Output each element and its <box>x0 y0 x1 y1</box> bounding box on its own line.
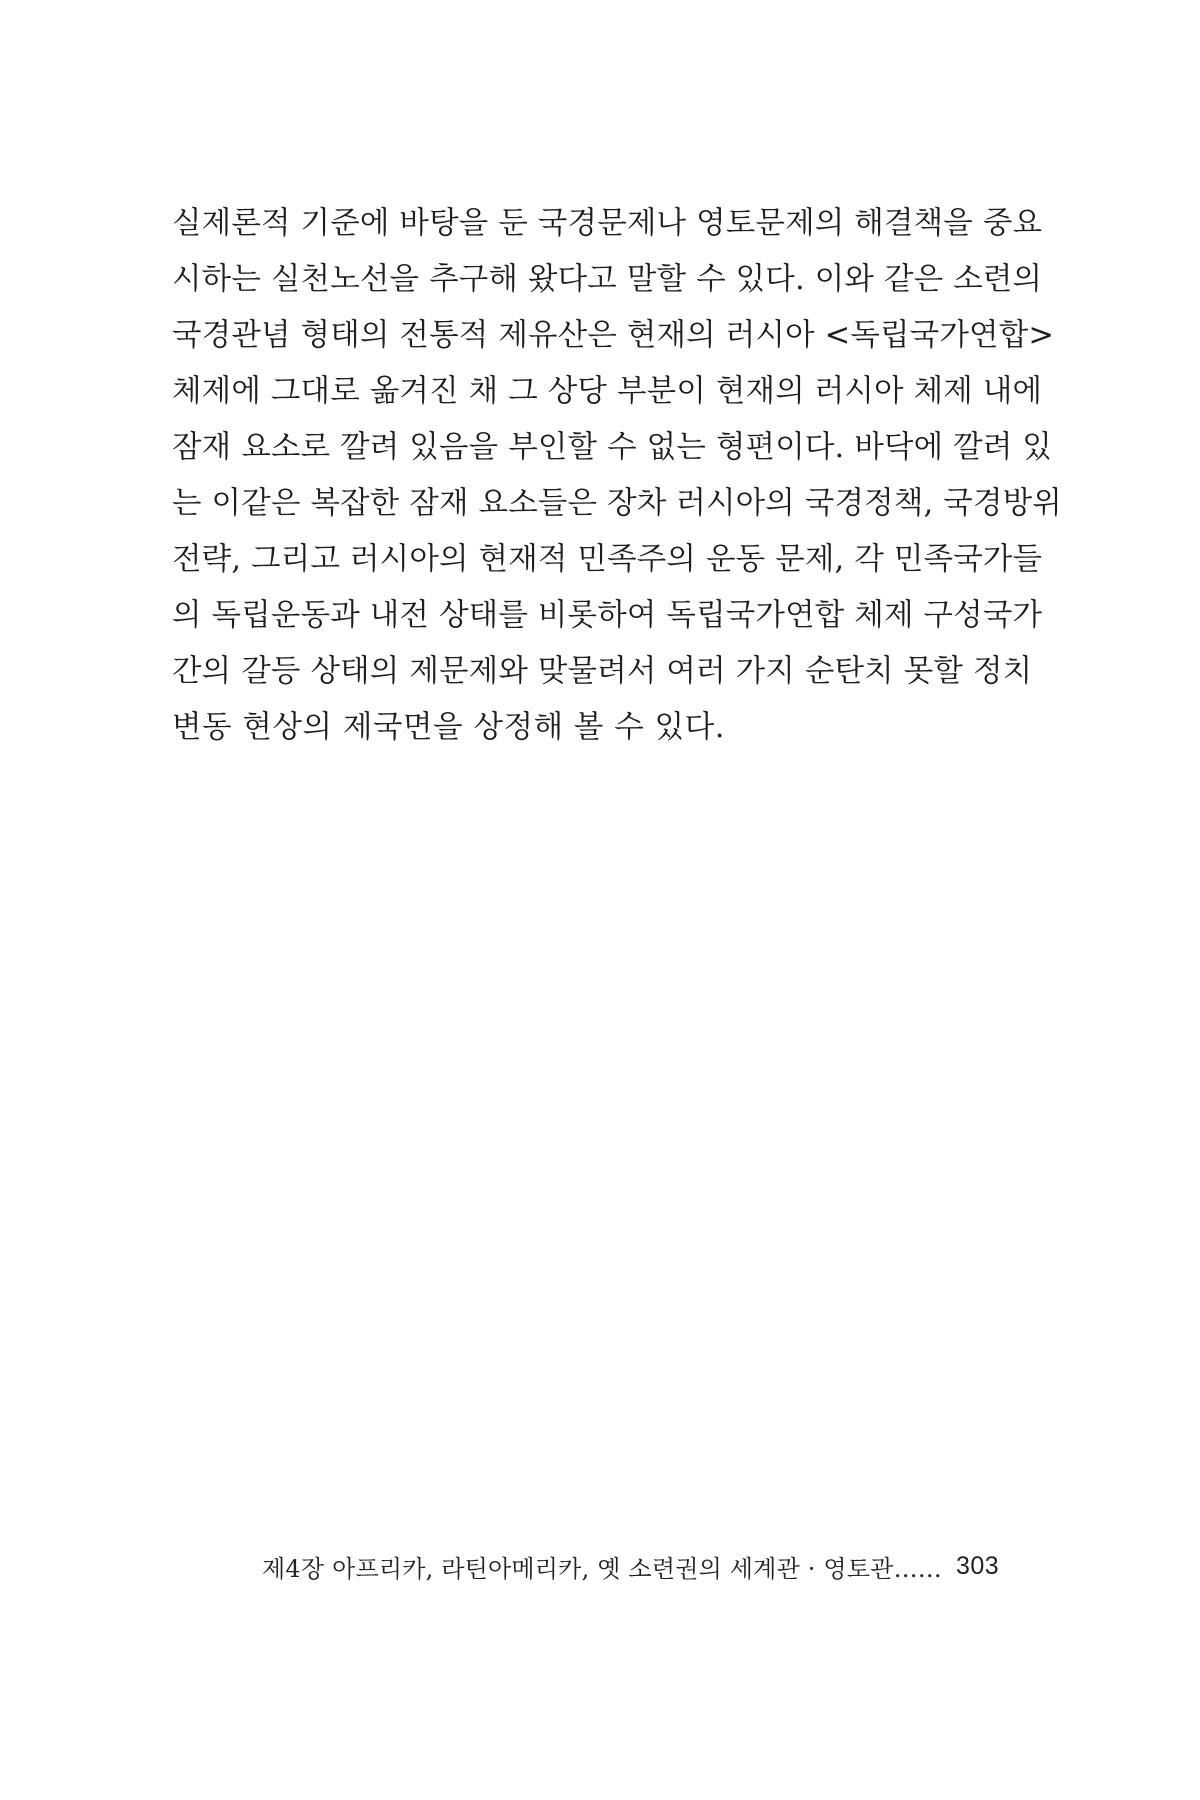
text-line: 잠재 요소로 깔려 있음을 부인할 수 없는 형편이다. 바닥에 깔려 있 <box>172 430 1053 465</box>
text-line: 간의 갈등 상태의 제문제와 맞물려서 여러 가지 순탄치 못할 정치 <box>172 654 1033 689</box>
page-number: 303 <box>956 1551 1000 1580</box>
text-line: 는 이같은 복잡한 잠재 요소들은 장차 러시아의 국경정책, 국경방위 <box>172 486 1062 521</box>
text-line: 체제에 그대로 옮겨진 채 그 상당 부분이 현재의 러시아 체제 내에 <box>172 374 1043 409</box>
page-footer <box>262 1546 1012 1586</box>
body-paragraph <box>172 196 1062 756</box>
running-head: 제4장 아프리카, 라틴아메리카, 옛 소련권의 세계관 · 영토관…… <box>262 1554 942 1583</box>
text-line: 의 독립운동과 내전 상태를 비롯하여 독립국가연합 체제 구성국가 <box>172 598 1043 633</box>
text-line: 국경관념 형태의 전통적 제유산은 현재의 러시아 <독립국가연합> <box>172 318 1055 353</box>
text-line: 실제론적 기준에 바탕을 둔 국경문제나 영토문제의 해결책을 중요 <box>172 206 1043 241</box>
text-line: 시하는 실천노선을 추구해 왔다고 말할 수 있다. 이와 같은 소련의 <box>172 262 1043 297</box>
text-line: 전략, 그리고 러시아의 현재적 민족주의 운동 문제, 각 민족국가들 <box>172 542 1043 577</box>
text-line-last: 변동 현상의 제국면을 상정해 볼 수 있다. <box>172 710 726 745</box>
